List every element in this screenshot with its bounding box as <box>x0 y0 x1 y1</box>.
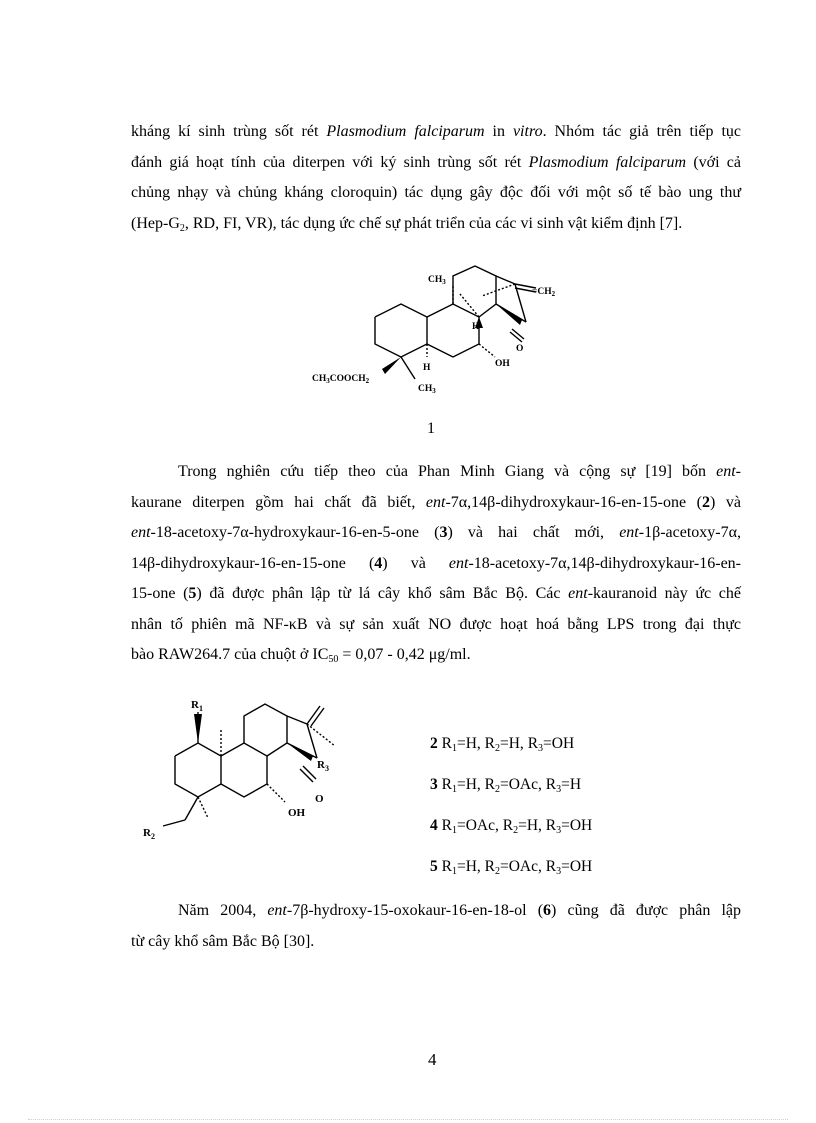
o-label: O <box>315 793 324 805</box>
ch2-label: $=CH_2$ <box>532 287 556 298</box>
compound-4-row: 4 $R_1=OAc$, $R_2=H$, $R_3=OH$ <box>430 817 593 836</box>
text-line: kháng kí sinh trùng sốt rét Plasmodium falciparum in vitro. Nhóm tác giả trên tiếp tục <box>131 123 742 140</box>
third-paragraph <box>131 896 741 957</box>
text-line: Năm 2004, ent-7β-hydroxy-15-oxokaur-16-en-18-ol (6) cũng đã được phân lập <box>178 902 741 919</box>
r3-label: $R_3$ <box>317 759 329 773</box>
compound-5-row: 5 $R_1=H$, $R_2=OAc$, $R_3=OH$ <box>430 858 593 877</box>
figure-1-label: 1 <box>427 420 435 437</box>
compound-2-row: 2 $R_1=H$, $R_2=H$, $R_3=OH$ <box>430 735 575 754</box>
ch3-bottom-label: $CH_3$ <box>418 384 436 395</box>
text-line: 15-one (5) đã được phân lập từ lá cây khổ sâm Bắc Bộ. Các ent-kauranoid này ức chế <box>131 585 741 602</box>
structure-2-5-diagram <box>135 690 365 850</box>
text-line: ent-18-acetoxy-7α-hydroxykaur-16-en-5-one (3) và hai chất mới, ent-1β-acetoxy-7α, <box>131 524 741 541</box>
h-lower-label: H <box>423 363 431 373</box>
text-line: Trong nghiên cứu tiếp theo của Phan Minh Giang và cộng sự [19] bốn ent- <box>178 463 741 480</box>
ch3-label: $CH_3$ <box>428 275 446 286</box>
structure-1-diagram <box>300 262 580 412</box>
oh-label: OH <box>288 807 306 819</box>
h-upper-label: H <box>472 322 480 332</box>
intro-paragraph <box>131 117 741 239</box>
text-line: bào RAW264.7 của chuột ở $IC_{50} = 0,07 - 0,42$ μg/ml. <box>131 646 471 665</box>
text-line: đánh giá hoạt tính của diterpen với ký sinh trùng sốt rét Plasmodium falciparum (với cả <box>131 153 742 171</box>
acetoxy-label: $CH_3COOCH_2$ <box>312 374 370 385</box>
r2-label: $R_2$ <box>143 827 155 841</box>
o-label: O <box>516 344 524 354</box>
text-line: từ cây khổ sâm Bắc Bộ [30]. <box>131 932 315 950</box>
text-line: chủng nhạy và chủng kháng cloroquin) tác dụng gây độc đối với một số tế bào ung thư <box>131 184 741 201</box>
text-line: ($Hep-G_2$, RD, FI, VR), tác dụng ức chế sự phát triển của các vi sinh vật kiểm định [7]. <box>131 214 683 234</box>
r1-label: $R_1$ <box>191 699 203 713</box>
page-bottom-divider <box>28 1119 788 1120</box>
oh-label: OH <box>495 359 510 369</box>
second-paragraph <box>131 457 741 671</box>
compound-3-row: 3 $R_1=H$, $R_2=OAc$, $R_3=H$ <box>430 776 582 795</box>
text-line: kaurane diterpen gồm hai chất đã biết, ent-7α,14β-dihydroxykaur-16-en-15-one (2) và <box>131 493 741 511</box>
page-number: 4 <box>428 1050 437 1069</box>
text-line: nhân tố phiên mã NF-κB và sự sản xuất NO được hoạt hoá bằng LPS trong đại thực <box>131 615 741 633</box>
text-line: 14β-dihydroxykaur-16-en-15-one (4) và ent-18-acetoxy-7α,14β-dihydroxykaur-16-en- <box>131 554 741 572</box>
